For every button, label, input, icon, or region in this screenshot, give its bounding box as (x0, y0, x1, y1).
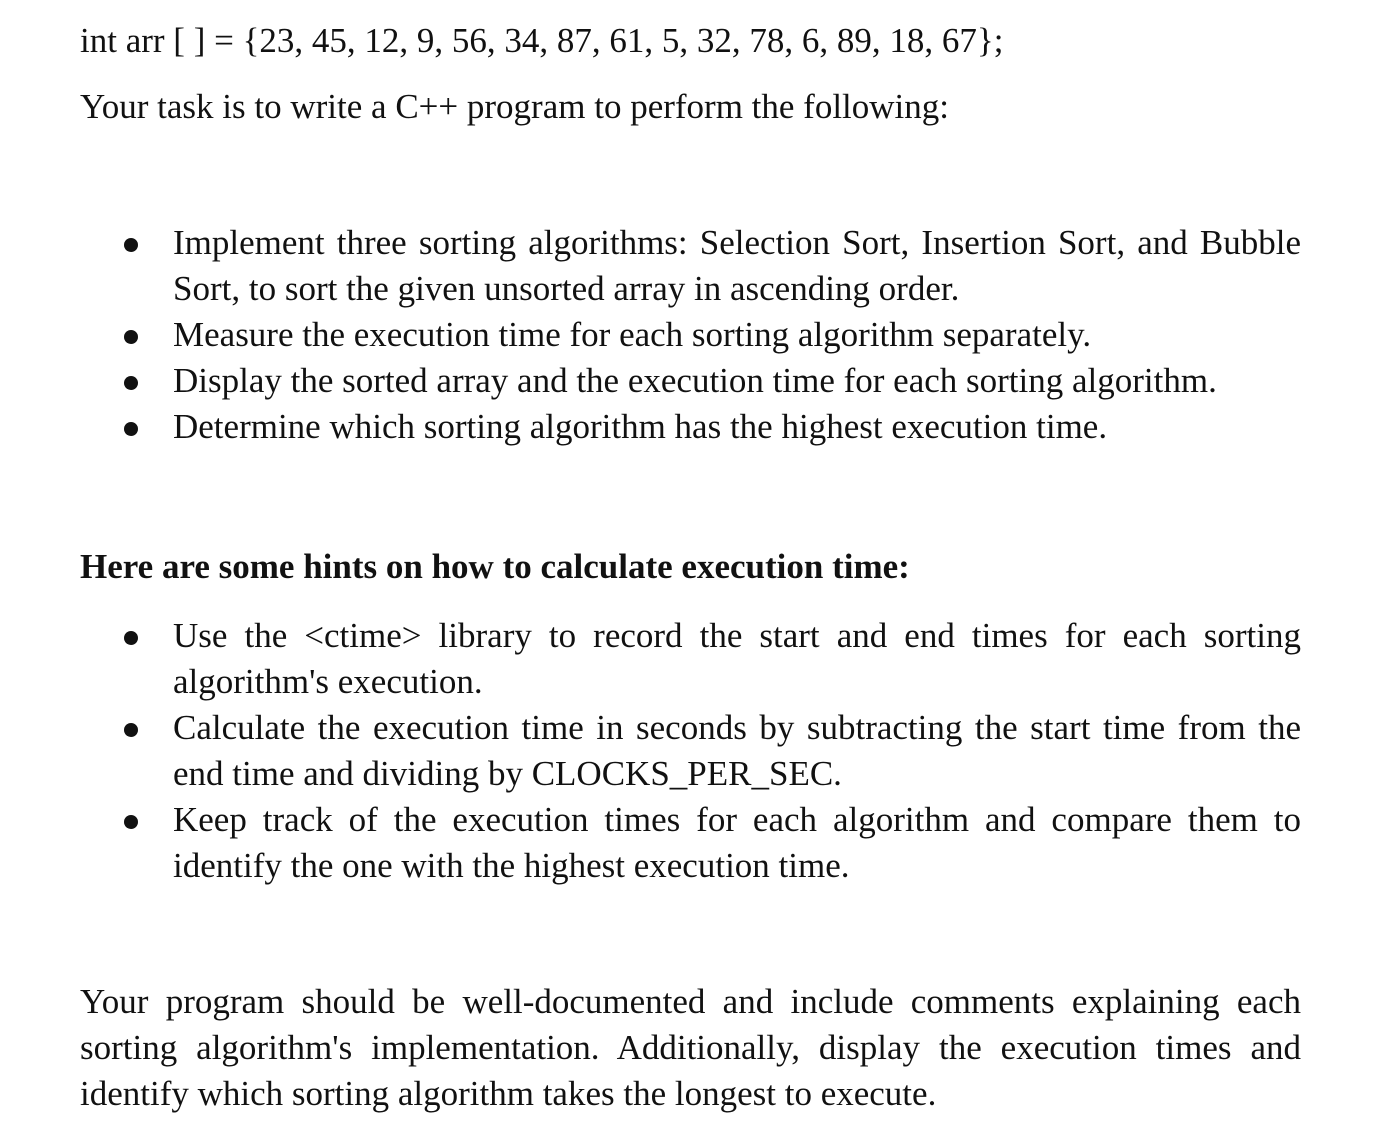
list-item (0, 358, 1301, 404)
bullet-icon (124, 815, 138, 829)
bullet-icon (124, 422, 138, 436)
task-intro: Your task is to write a C++ program to perform the following: (80, 87, 950, 126)
list-item-text: Display the sorted array and the execution time for each sorting algorithm. (173, 361, 1217, 400)
list-item (0, 220, 1301, 312)
list-item (0, 404, 1301, 450)
bullet-icon (124, 376, 138, 390)
hints-list (0, 613, 1387, 889)
list-item (0, 705, 1301, 797)
list-item-text: Use the <ctime> library to record the start and end times for each sorting algorithm's execution. (173, 616, 1301, 701)
bullet-icon (124, 631, 138, 645)
list-item-text: Keep track of the execution times for each algorithm and compare them to identify the one with the highest execution time. (173, 800, 1301, 885)
bullet-icon (124, 330, 138, 344)
list-item (0, 613, 1301, 705)
bullet-icon (124, 723, 138, 737)
task-list (0, 220, 1387, 450)
array-declaration: int arr [ ] = {23, 45, 12, 9, 56, 34, 87, 61, 5, 32, 78, 6, 89, 18, 67}; (80, 21, 1004, 60)
closing-paragraph: Your program should be well-documented and include comments explaining each sorting algorithm's implementation. Additionally, display the execution times and identify which sorting algorithm takes the longest to execute. (80, 982, 1301, 1113)
list-item (0, 312, 1301, 358)
list-item-text: Implement three sorting algorithms: Selection Sort, Insertion Sort, and Bubble Sort, to sort the given unsorted array in ascending order. (173, 223, 1301, 308)
list-item-text: Calculate the execution time in seconds by subtracting the start time from the end time and dividing by CLOCKS_PER_SEC. (173, 708, 1301, 793)
bullet-icon (124, 238, 138, 252)
list-item-text: Measure the execution time for each sorting algorithm separately. (173, 315, 1092, 354)
hints-heading: Here are some hints on how to calculate execution time: (80, 547, 910, 586)
list-item (0, 797, 1301, 889)
list-item-text: Determine which sorting algorithm has the highest execution time. (173, 407, 1108, 446)
